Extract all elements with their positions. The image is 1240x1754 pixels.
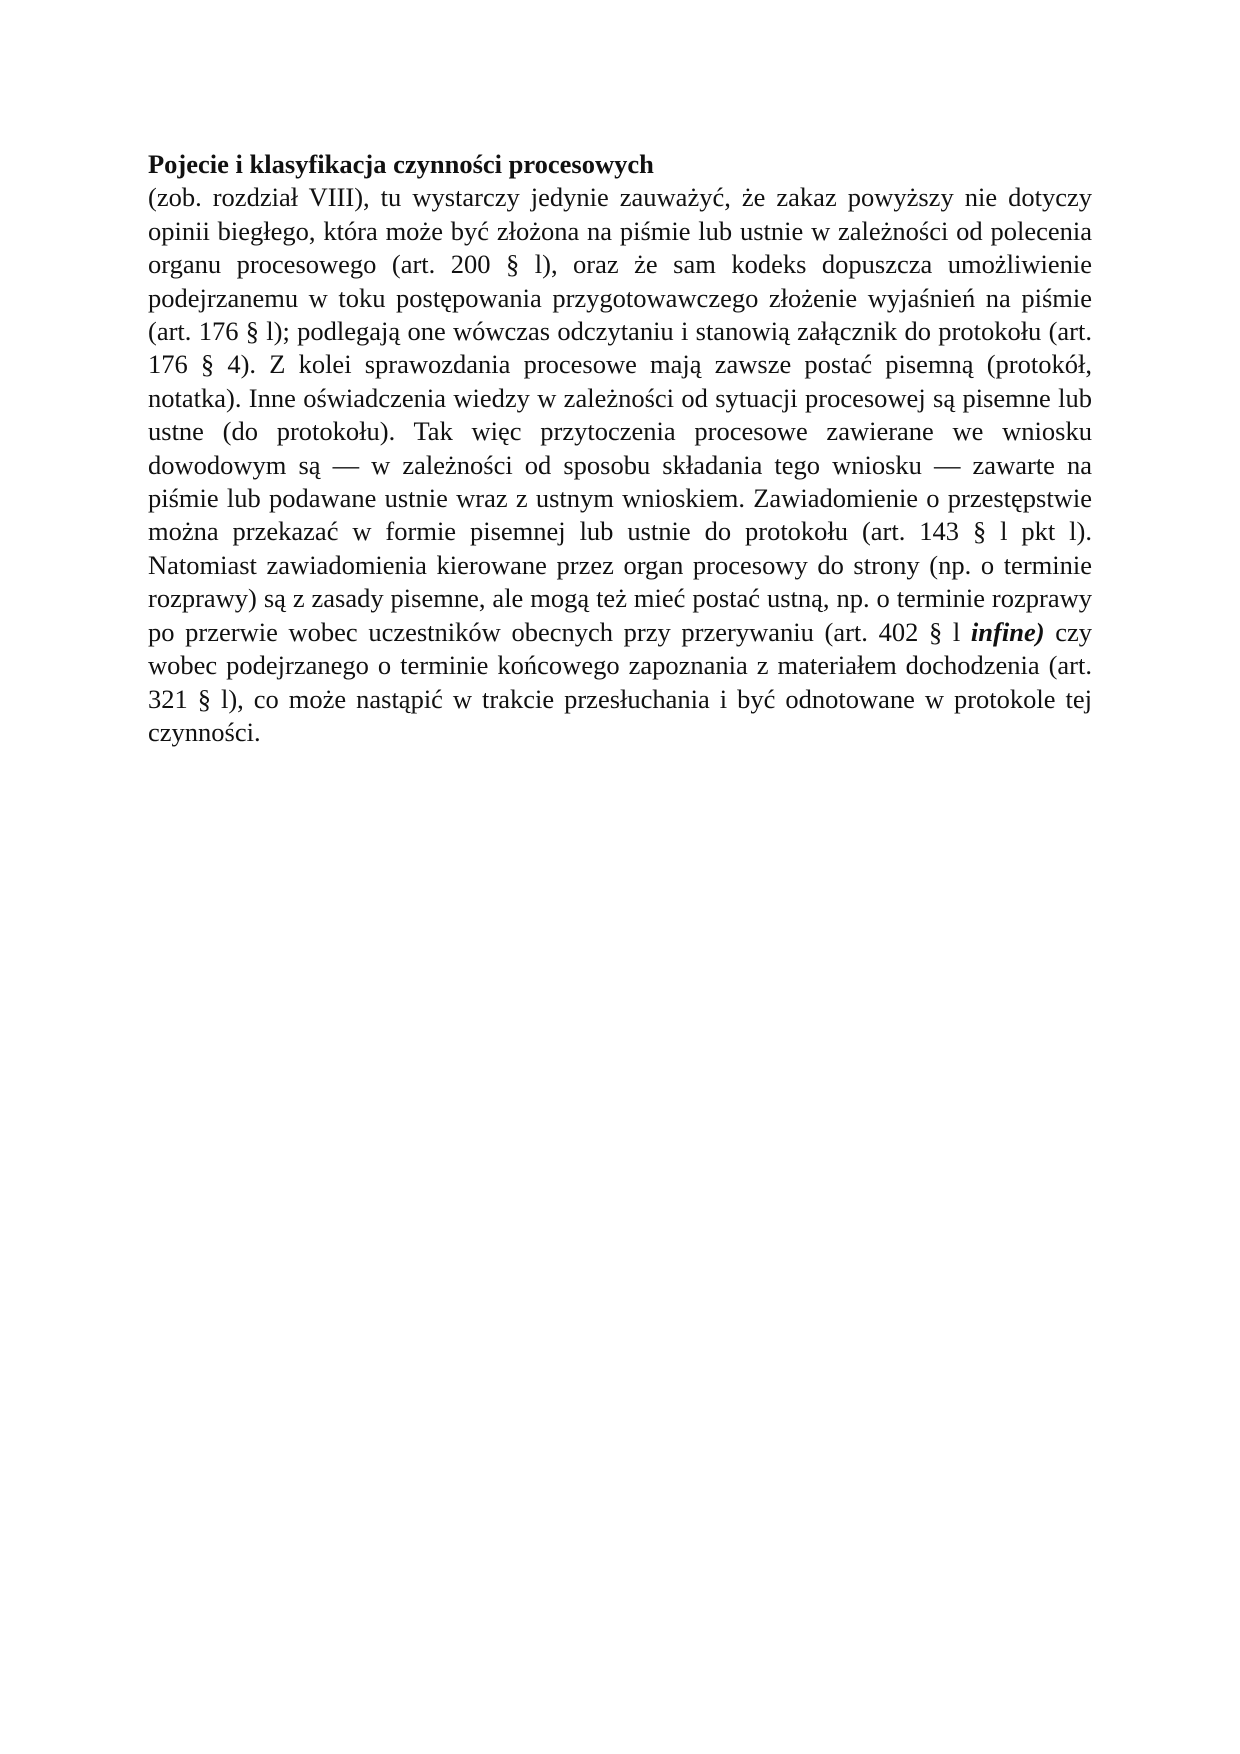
document-content bbox=[148, 148, 1092, 749]
document-body-paragraph bbox=[148, 181, 1092, 749]
body-text-part-1: (zob. rozdział VIII), tu wystarczy jedynie zauważyć, że zakaz powyższy nie dotyczy opinii biegłego, która może być złożona na piśmie lub ustnie w zależności od polecenia organu procesowego (art. 200 § l), oraz że sam kodeks dopuszcza umożliwienie podejrzanemu w toku postępowania przygotowawczego złożenie wyjaśnień na piśmie (art. 176 § l); podlegają one wówczas odczytaniu i stanowią załącznik do protokołu (art. 176 § 4). Z kolei sprawozdania procesowe mają zawsze postać pisemną (protokół, notatka). Inne oświadczenia wiedzy w zależności od sytuacji procesowej są pisemne lub ustne (do protokołu). Tak więc przytoczenia procesowe zawierane we wniosku dowodowym są — w zależności od sposobu składania tego wniosku — zawarte na piśmie lub podawane ustnie wraz z ustnym wnioskiem. Zawiadomienie o przestępstwie można przekazać w formie pisemnej lub ustnie do protokołu (art. 143 § l pkt l). Natomiast zawiadomienia kierowane przez organ procesowy do strony (np. o terminie rozprawy) są z zasady pisemne, ale mogą też mieć postać ustną, np. o terminie rozprawy po przerwie wobec uczestników obecnych przy przerywaniu (art. 402 § l bbox=[148, 182, 1092, 647]
document-title: Pojecie i klasyfikacja czynności procesowych bbox=[148, 149, 654, 179]
body-text-part-2: czy wobec podejrzanego o terminie końcowego zapoznania z materiałem dochodzenia (art. 321 § l), co może nastąpić w trakcie przesłuchania i być odnotowane w protokole tej czynności. bbox=[148, 616, 1092, 747]
body-text-italic: infine) bbox=[970, 616, 1045, 647]
